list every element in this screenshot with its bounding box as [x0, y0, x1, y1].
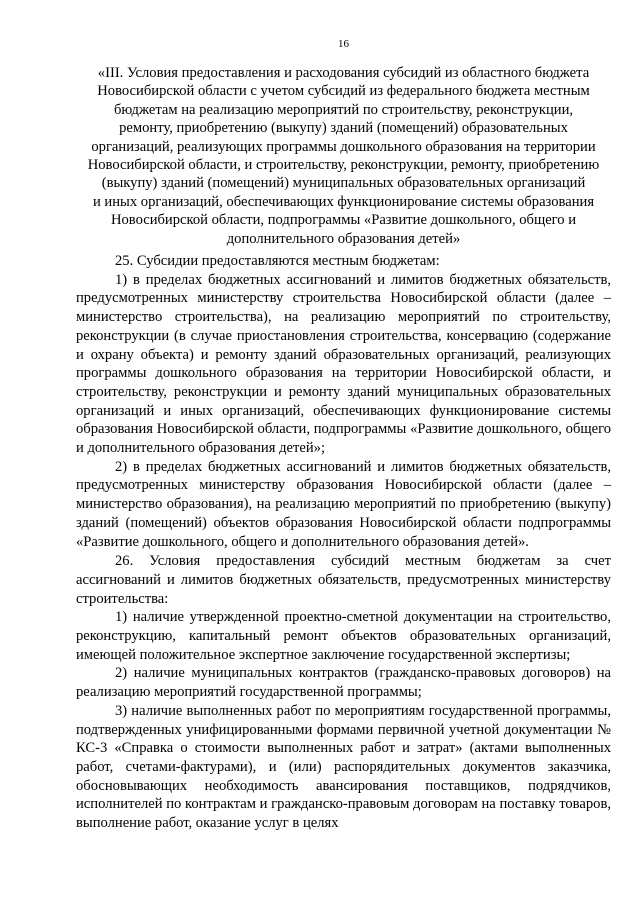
- heading-line: Новосибирской области, подпрограммы «Развитие дошкольного, общего и: [110, 212, 577, 229]
- paragraph-26-item-1: 1) наличие утвержденной проектно-сметной документации на строительство, реконструкцию, капитальный ремонт объектов образовательных организаций, имеющей положительное экспертное заключение государственной экспертизы;: [76, 609, 611, 663]
- paragraph-25: 25. Субсидии предоставляются местным бюджетам:: [115, 253, 440, 269]
- heading-line: организаций, реализующих программы дошкольного образования на территории: [91, 138, 596, 155]
- body-text: [76, 252, 611, 833]
- paragraph-25-item-1: 1) в пределах бюджетных ассигнований и лимитов бюджетных обязательств, предусмотренных министерству строительства Новосибирской области (далее – министерство строительства), на реализацию мероприятий по строительству, реконструкции (в случае приостановления строительства, консервацию (содержание и охрану объекта) и ремонту зданий образовательных организаций, реализующих программы дошкольного образования на территории Новосибирской области, и строительству, реконструкции и ремонту зданий муниципальных образовательных организаций и иных организаций, обеспечивающих функционирование системы образования Новосибирской области, подпрограммы «Развитие дошкольного, общего и дополнительного образования детей»;: [76, 271, 611, 457]
- heading-line: Новосибирской области, и строительству, реконструкции, ремонту, приобретению: [87, 157, 600, 174]
- paragraph-26-item-2: 2) наличие муниципальных контрактов (гражданско-правовых договоров) на реализацию мероприятий государственной программы;: [76, 665, 611, 701]
- heading-line: (выкупу) зданий (помещений) муниципальных образовательных организаций: [101, 175, 586, 192]
- paragraph-25-item-2: 2) в пределах бюджетных ассигнований и лимитов бюджетных обязательств, предусмотренных министерству образования Новосибирской области (далее – министерство образования), на реализацию мероприятий по приобретению (выкупу) зданий (помещений) объектов образования Новосибирской области подпрограммы «Развитие дошкольного, общего и дополнительного образования детей».: [76, 458, 611, 550]
- heading-line: ремонту, приобретению (выкупу) зданий (помещений) образовательных: [119, 120, 568, 137]
- heading-line: бюджетам на реализацию мероприятий по строительству, реконструкции,: [113, 101, 574, 118]
- paragraph-26: 26. Условия предоставления субсидий местным бюджетам за счет ассигнований и лимитов бюджетных обязательств, предусмотренных министерству строительства:: [76, 553, 611, 607]
- page-number: 16: [338, 38, 349, 50]
- paragraph-26-item-3: 3) наличие выполненных работ по мероприятиям государственной программы, подтвержденных унифицированными формами первичной учетной документации № КС-3 «Справка о стоимости выполненных работ и затрат» (актами выполненных работ, счетами-фактурами), и (или) распорядительных документов заказчика, обосновывающих необходимость авансирования поставщиков, подрядчиков, исполнителей по контрактам и гражданско-правовым договорам на поставку товаров, выполнение работ, оказание услуг в целях: [76, 702, 611, 832]
- heading-line: «III. Условия предоставления и расходования субсидий из областного бюджета: [97, 65, 590, 81]
- heading-line: Новосибирской области с учетом субсидий из федерального бюджета местным: [97, 83, 590, 100]
- heading-line: дополнительного образования детей»: [226, 230, 461, 247]
- heading-line: и иных организаций, обеспечивающих функционирование системы образования: [92, 193, 595, 210]
- section-heading: [70, 64, 617, 248]
